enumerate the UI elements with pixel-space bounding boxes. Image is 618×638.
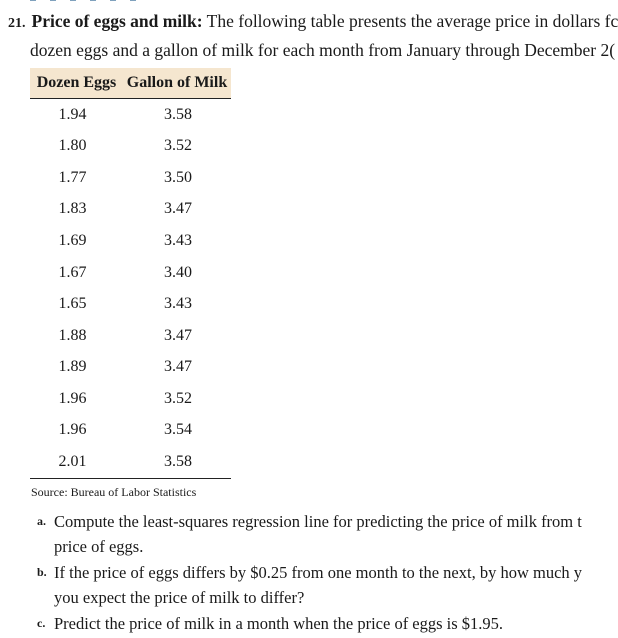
table-row xyxy=(30,446,231,478)
eggs-price-cell: 1.94 xyxy=(58,105,87,123)
price-table xyxy=(30,68,231,479)
milk-price-cell: 3.58 xyxy=(164,105,192,123)
intro-line-2: dozen eggs and a gallon of milk for each month from January through December 2( xyxy=(30,40,616,60)
milk-price-cell: 3.52 xyxy=(164,389,192,407)
eggs-price-cell: 1.88 xyxy=(58,326,87,344)
eggs-price-cell: 1.77 xyxy=(58,168,87,186)
cropped-previous-heading xyxy=(30,0,170,2)
eggs-price-cell: 1.96 xyxy=(58,389,87,407)
table-row xyxy=(30,131,231,163)
question-intro xyxy=(8,8,618,63)
part-a xyxy=(37,509,597,559)
table-row xyxy=(30,351,231,383)
question-title: Price of eggs and milk: xyxy=(31,11,203,31)
eggs-price-cell: 1.67 xyxy=(58,263,87,281)
part-letter: c. xyxy=(37,616,46,630)
table-row xyxy=(30,257,231,289)
source-note: Source: Bureau of Labor Statistics xyxy=(31,485,197,499)
table-row xyxy=(30,383,231,415)
table-row xyxy=(30,99,231,131)
milk-price-cell: 3.43 xyxy=(164,295,192,313)
milk-price-cell: 3.47 xyxy=(164,200,192,218)
part-text-line: If the price of eggs differs by $0.25 from one month to the next, by how much y xyxy=(54,563,583,582)
eggs-price-cell: 1.89 xyxy=(58,358,87,376)
milk-price-cell: 3.58 xyxy=(123,446,231,478)
table-row xyxy=(30,194,231,226)
table-row xyxy=(30,288,231,320)
table-row xyxy=(30,320,231,352)
table-header-row xyxy=(30,68,231,99)
table-row xyxy=(30,162,231,194)
milk-price-cell: 3.52 xyxy=(164,137,192,155)
question-parts xyxy=(37,509,597,637)
question-number: 21. xyxy=(8,16,26,31)
intro-line-1 xyxy=(8,8,618,37)
part-text-line: Compute the least-squares regression line for predicting the price of milk from t xyxy=(54,512,582,531)
part-c xyxy=(37,611,597,636)
table-row xyxy=(30,225,231,257)
part-letter: b. xyxy=(37,565,47,579)
milk-price-cell: 3.54 xyxy=(164,421,192,439)
part-text-line: Predict the price of milk in a month when the price of eggs is $1.95. xyxy=(54,614,504,633)
eggs-price-cell: 1.69 xyxy=(58,231,87,249)
milk-price-cell: 3.43 xyxy=(164,231,192,249)
eggs-price-cell: 1.83 xyxy=(58,200,87,218)
milk-price-cell: 3.47 xyxy=(164,326,192,344)
part-b xyxy=(37,560,597,610)
intro-text-1: The following table presents the average price in dollars fc xyxy=(206,11,618,31)
column-header-milk: Gallon of Milk xyxy=(123,68,231,99)
milk-price-cell: 3.40 xyxy=(164,263,192,281)
part-letter: a. xyxy=(37,514,46,528)
eggs-price-cell: 1.96 xyxy=(58,421,87,439)
eggs-price-cell: 1.65 xyxy=(58,295,87,313)
part-text-line: price of eggs. xyxy=(54,537,144,556)
column-header-eggs: Dozen Eggs xyxy=(30,68,123,99)
milk-price-cell: 3.50 xyxy=(164,168,192,186)
eggs-price-cell: 1.80 xyxy=(58,137,87,155)
part-text-line: you expect the price of milk to differ? xyxy=(54,588,305,607)
milk-price-cell: 3.47 xyxy=(164,358,192,376)
table-row xyxy=(30,414,231,446)
eggs-price-cell: 2.01 xyxy=(30,446,123,478)
